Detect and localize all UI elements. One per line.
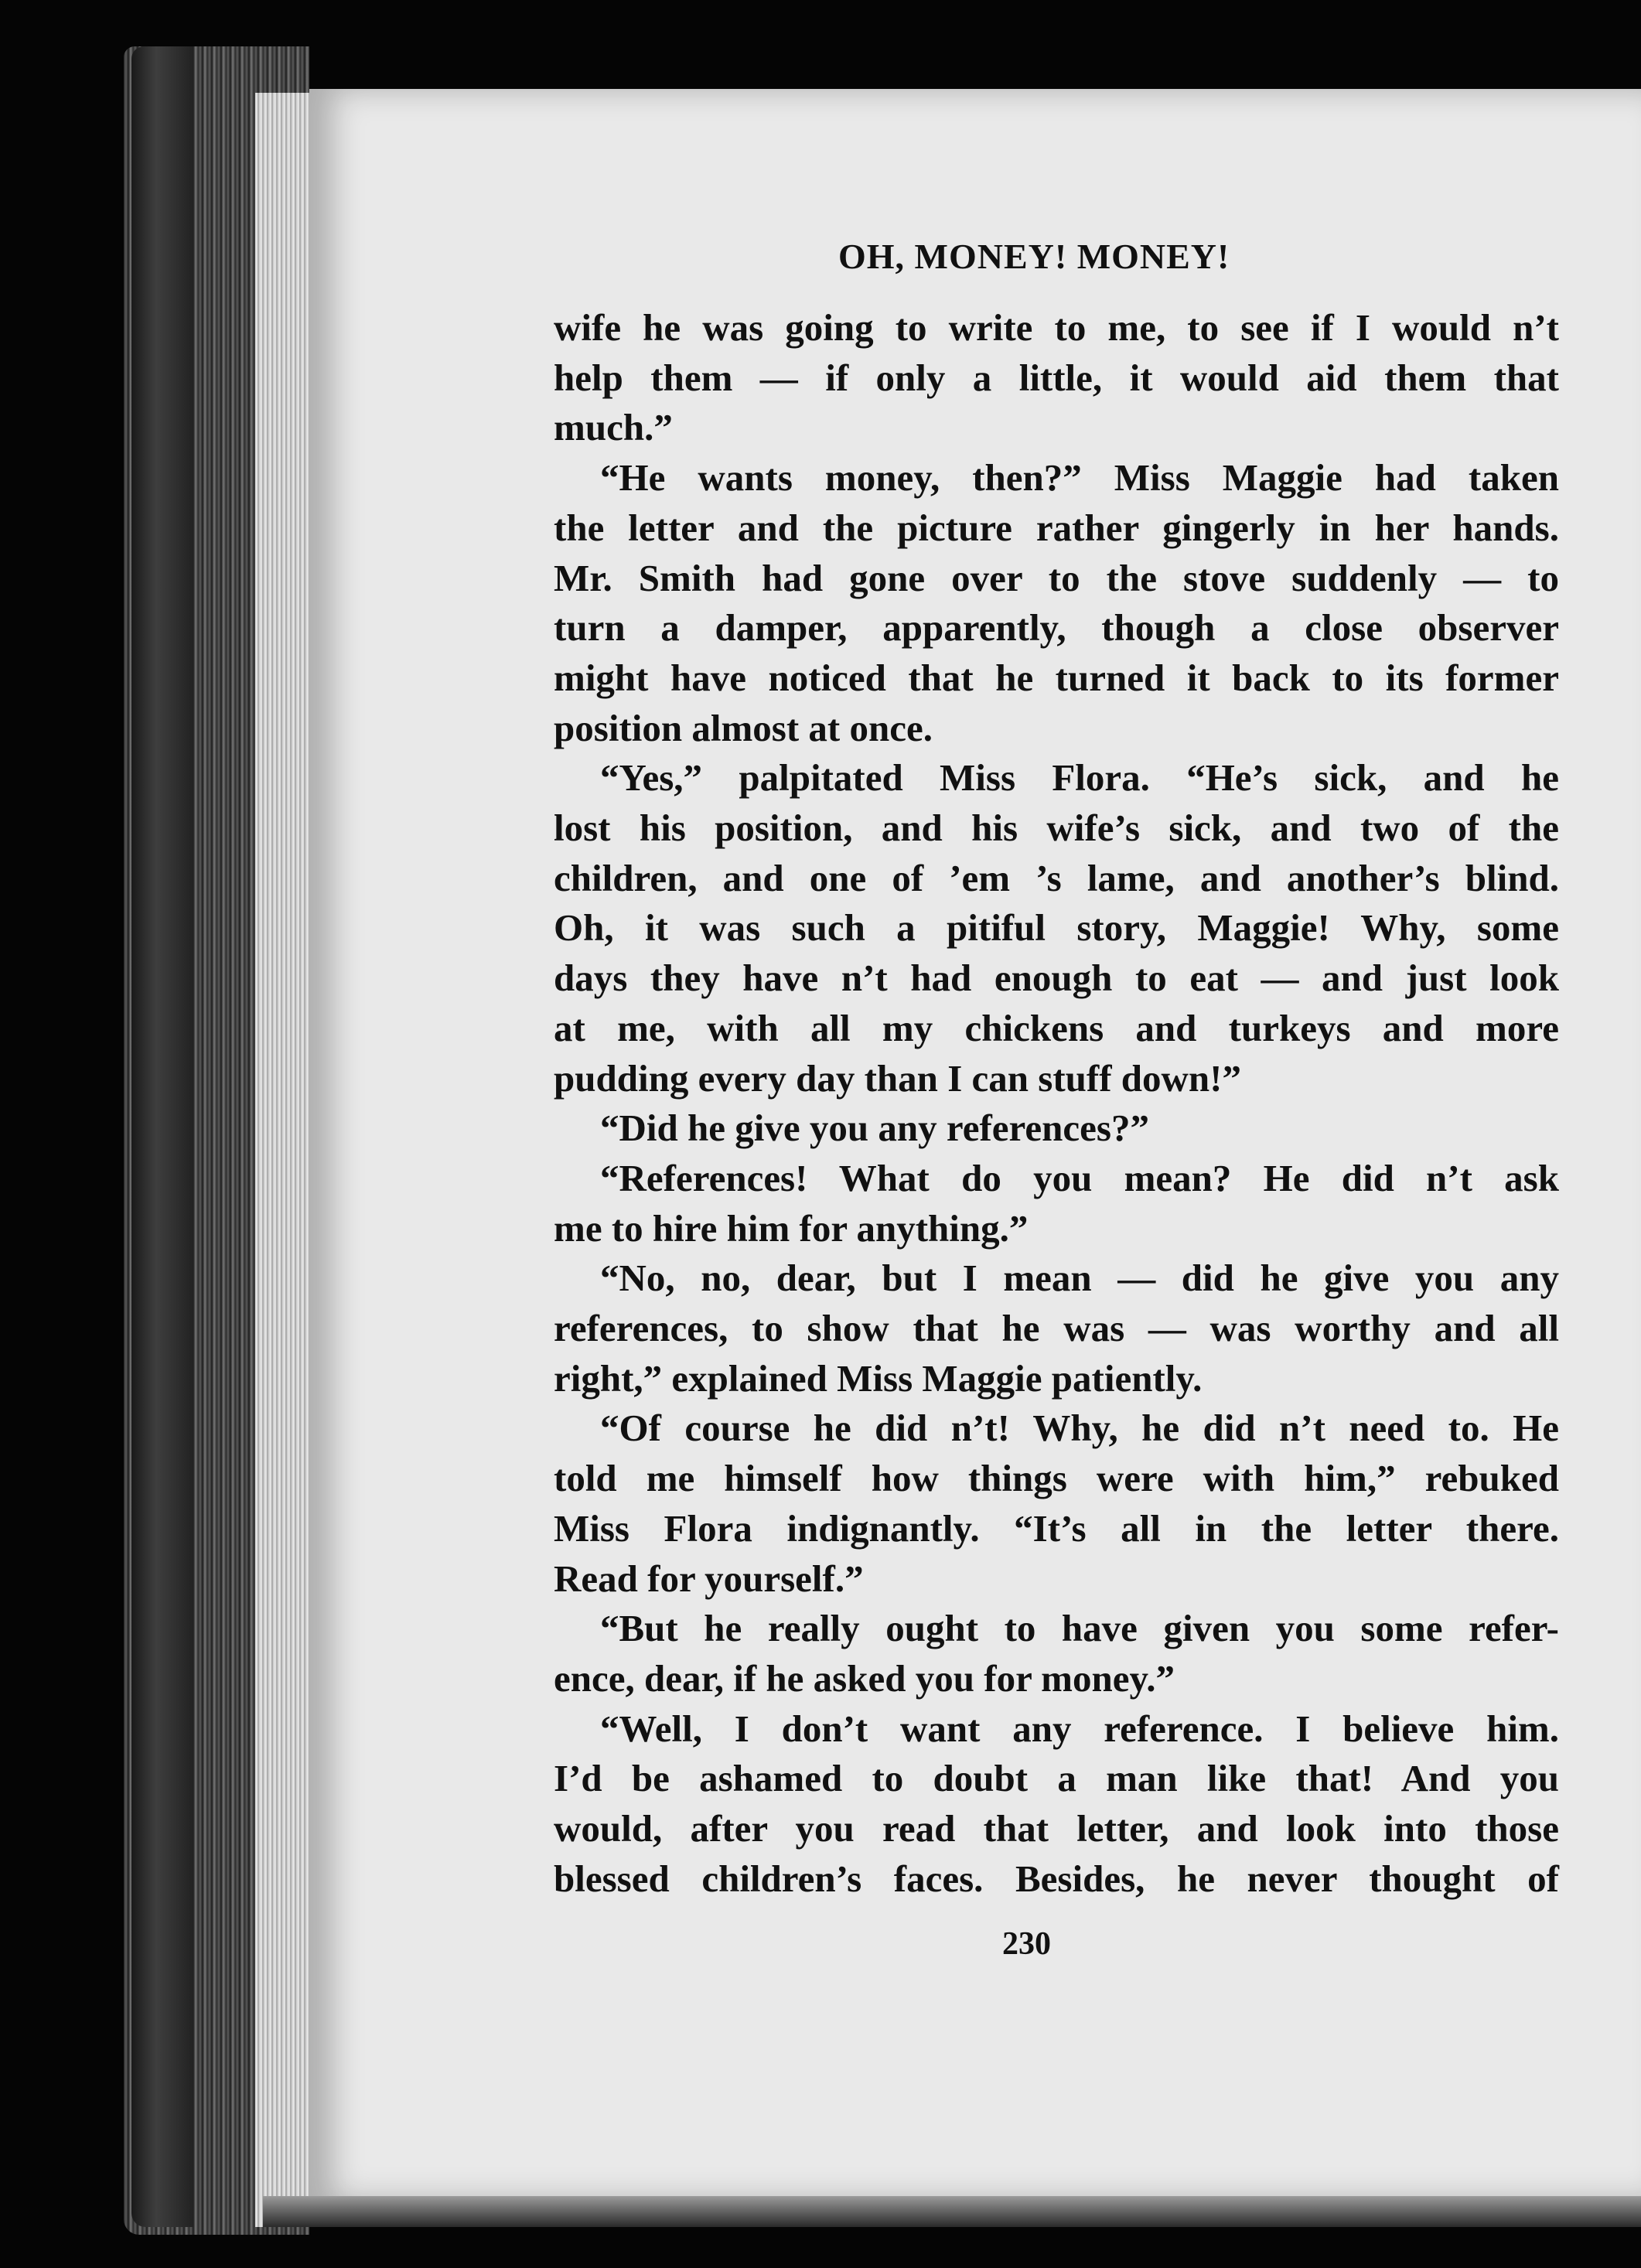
text-line: blessed children’s faces. Besides, he never thought of	[554, 1857, 1559, 1900]
text-line: ence, dear, if he asked you for money.”	[554, 1656, 1175, 1700]
running-head: OH, MONEY! MONEY!	[838, 237, 1230, 276]
text-line: would, after you read that letter, and look into those	[554, 1807, 1559, 1850]
text-line: position almost at once.	[554, 706, 933, 749]
text-line: Miss Flora indignantly. “It’s all in the letter there.	[554, 1506, 1559, 1550]
text-line: “He wants money, then?” Miss Maggie had taken	[600, 456, 1559, 500]
text-line: “Well, I don’t want any reference. I believe him.	[600, 1707, 1559, 1750]
text-line: much.”	[554, 406, 673, 449]
text-line: wife he was going to write to me, to see if I would n’t	[554, 306, 1559, 349]
text-line: right,” explained Miss Maggie patiently.	[554, 1356, 1203, 1400]
text-line: “No, no, dear, but I mean — did he give you any	[600, 1257, 1559, 1300]
text-line: “References! What do you mean? He did n’t ask	[600, 1156, 1559, 1199]
text-line: Read for yourself.”	[554, 1557, 864, 1600]
text-line: me to hire him for anything.”	[554, 1206, 1029, 1250]
text-line: the letter and the picture rather gingerly in her hands.	[554, 506, 1559, 549]
text-line: turn a damper, apparently, though a close observer	[554, 606, 1559, 650]
body-text	[554, 303, 1559, 1905]
text-line: “But he really ought to have given you some refer-	[600, 1607, 1559, 1650]
text-line: “Yes,” palpitated Miss Flora. “He’s sick, and he	[600, 756, 1559, 800]
text-line: Mr. Smith had gone over to the stove suddenly — to	[554, 556, 1559, 599]
text-line: help them — if only a little, it would aid them that	[554, 356, 1559, 399]
text-line: references, to show that he was — was worthy and all	[554, 1307, 1559, 1350]
text-line: Oh, it was such a pitiful story, Maggie! Why, some	[554, 906, 1559, 950]
text-line: days they have n’t had enough to eat — and just look	[554, 957, 1559, 1000]
book-cover-edge	[131, 46, 193, 2227]
text-line: lost his position, and his wife’s sick, and two of the	[554, 807, 1559, 850]
text-line: at me, with all my chickens and turkeys and more	[554, 1006, 1559, 1049]
text-line: pudding every day than I can stuff down!”	[554, 1056, 1241, 1100]
text-line: might have noticed that he turned it back to its former	[554, 656, 1559, 699]
text-line: “Did he give you any references?”	[600, 1107, 1149, 1150]
text-line: children, and one of ’em ’s lame, and another’s blind.	[554, 856, 1559, 899]
page-bottom-edge	[263, 2196, 1641, 2227]
text-line: “Of course he did n’t! Why, he did n’t need to. He	[600, 1407, 1559, 1450]
page-number: 230	[1002, 1926, 1051, 1962]
text-line: I’d be ashamed to doubt a man like that! And you	[554, 1757, 1559, 1800]
text-line: told me himself how things were with him,” rebuked	[554, 1457, 1559, 1500]
